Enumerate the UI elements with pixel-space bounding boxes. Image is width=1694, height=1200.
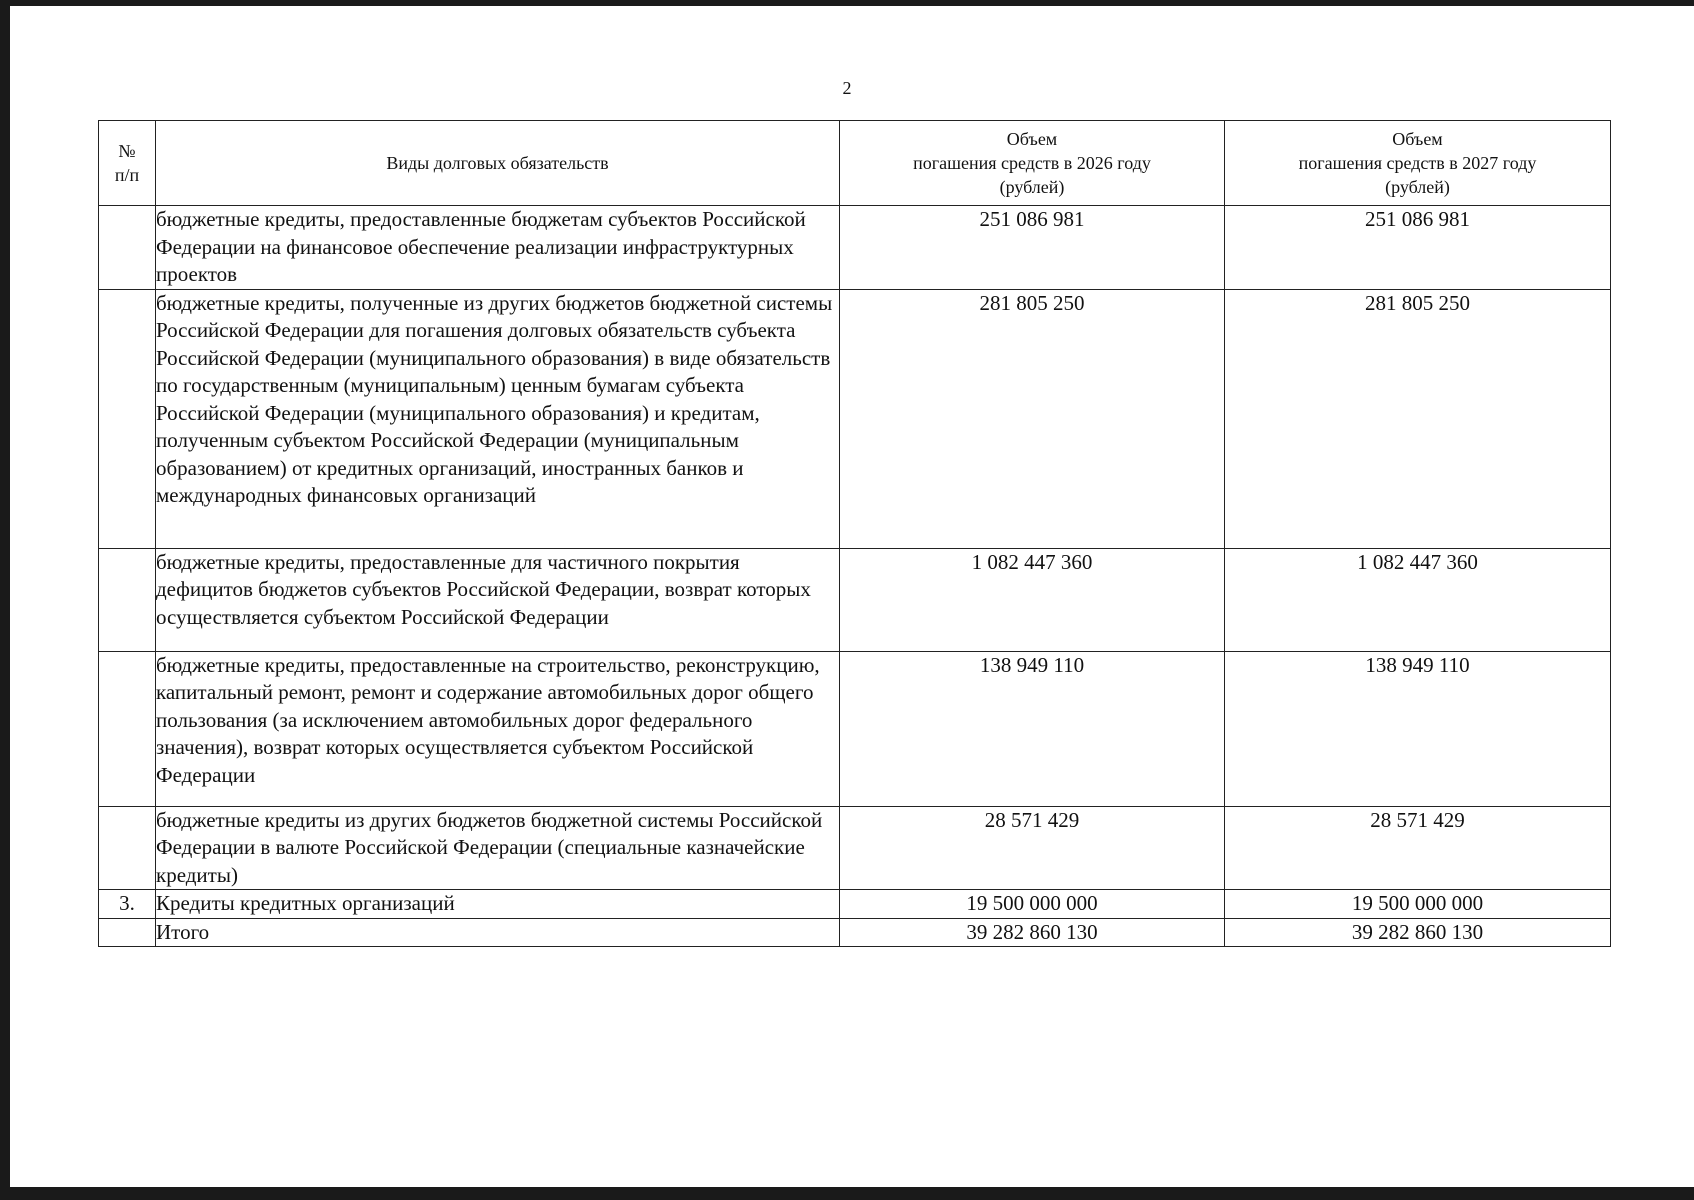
row-number bbox=[99, 289, 156, 548]
scan-edge-left bbox=[0, 0, 10, 1200]
value-2026: 281 805 250 bbox=[840, 289, 1225, 548]
obligation-type: бюджетные кредиты, предоставленные на строительство, реконструкцию, капитальный ремонт, ремонт и содержание автомобильных дорог общего пользования (за исключением автомобильных дорог федерального значения), возврат которых осуществляется субъектом Российской Федерации bbox=[156, 651, 840, 806]
value-2027: 28 571 429 bbox=[1225, 806, 1611, 890]
value-2027: 1 082 447 360 bbox=[1225, 548, 1611, 651]
header-type: Виды долговых обязательств bbox=[156, 121, 840, 206]
table-row bbox=[99, 206, 1611, 290]
row-number bbox=[99, 206, 156, 290]
obligation-type: бюджетные кредиты из других бюджетов бюджетной системы Российской Федерации в валюте Российской Федерации (специальные казначейские кредиты) bbox=[156, 806, 840, 890]
header-2026: Объем погашения средств в 2026 году (рублей) bbox=[840, 121, 1225, 206]
row-number bbox=[99, 918, 156, 947]
value-2027: 281 805 250 bbox=[1225, 289, 1611, 548]
debt-obligations-table bbox=[98, 120, 1611, 947]
obligation-type: бюджетные кредиты, предоставленные для частичного покрытия дефицитов бюджетов субъектов Российской Федерации, возврат которых осуществляется субъектом Российской Федерации bbox=[156, 548, 840, 651]
page-number: 2 bbox=[842, 78, 852, 98]
value-2026: 1 082 447 360 bbox=[840, 548, 1225, 651]
table-row bbox=[99, 890, 1611, 919]
table-header-row bbox=[99, 121, 1611, 206]
scan-edge-top bbox=[0, 0, 1694, 6]
total-2027: 39 282 860 130 bbox=[1225, 918, 1611, 947]
row-number bbox=[99, 806, 156, 890]
total-2026: 39 282 860 130 bbox=[840, 918, 1225, 947]
value-2026: 138 949 110 bbox=[840, 651, 1225, 806]
obligation-type: бюджетные кредиты, полученные из других бюджетов бюджетной системы Российской Федерации для погашения долговых обязательств субъекта Российской Федерации (муниципального образования) в виде обязательств по государственным (муниципальным) ценным бумагам субъекта Российской Федерации (муниципального образования) и кредитам, полученным субъектом Российской Федерации (муниципальным образованием) от кредитных организаций, иностранных банков и международных финансовых организаций bbox=[156, 289, 840, 548]
scan-edge-bottom bbox=[0, 1187, 1694, 1200]
header-2027: Объем погашения средств в 2027 году (рублей) bbox=[1225, 121, 1611, 206]
table-row-total bbox=[99, 918, 1611, 947]
value-2026: 28 571 429 bbox=[840, 806, 1225, 890]
value-2027: 251 086 981 bbox=[1225, 206, 1611, 290]
obligation-type: Кредиты кредитных организаций bbox=[156, 890, 840, 919]
value-2026: 19 500 000 000 bbox=[840, 890, 1225, 919]
header-number: № п/п bbox=[99, 121, 156, 206]
table-row bbox=[99, 651, 1611, 806]
row-number bbox=[99, 548, 156, 651]
row-number bbox=[99, 651, 156, 806]
obligation-type: бюджетные кредиты, предоставленные бюджетам субъектов Российской Федерации на финансовое обеспечение реализации инфраструктурных проектов bbox=[156, 206, 840, 290]
value-2026: 251 086 981 bbox=[840, 206, 1225, 290]
table-row bbox=[99, 289, 1611, 548]
row-number: 3. bbox=[99, 890, 156, 919]
table-row bbox=[99, 806, 1611, 890]
value-2027: 19 500 000 000 bbox=[1225, 890, 1611, 919]
table-row bbox=[99, 548, 1611, 651]
value-2027: 138 949 110 bbox=[1225, 651, 1611, 806]
total-label: Итого bbox=[156, 918, 840, 947]
